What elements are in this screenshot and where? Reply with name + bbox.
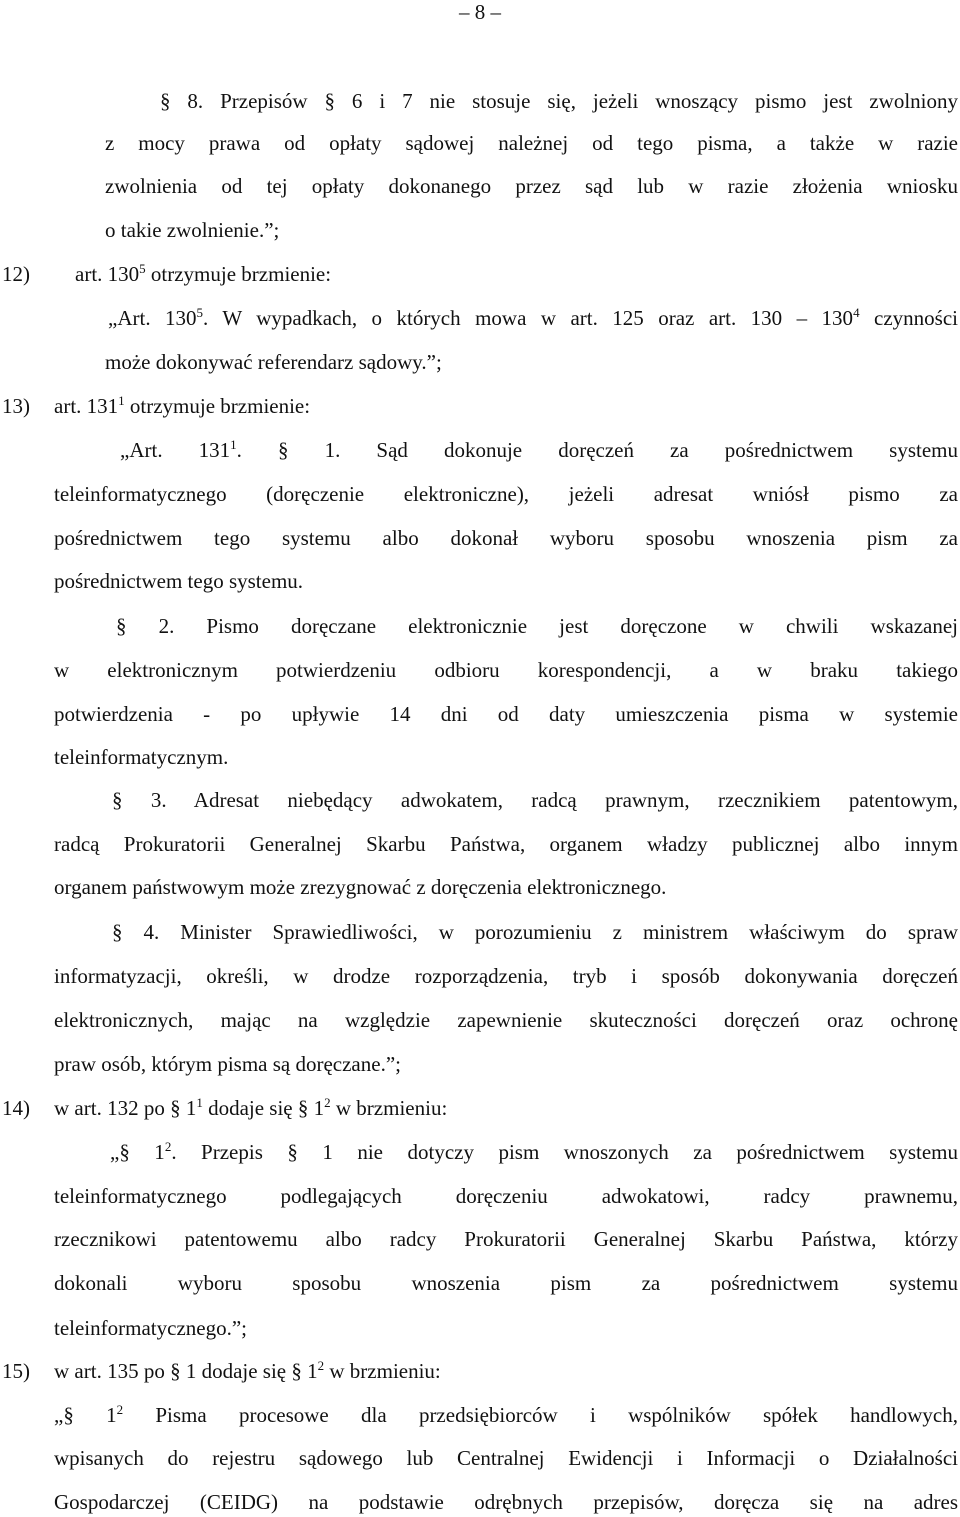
item-13-par-1-line: pośrednictwem tego systemu albo dokonał wyboru sposobu wnoszenia pism za bbox=[54, 526, 958, 550]
par-8-line: z mocy prawa od opłaty sądowej należnej od tego pisma, a także w razie bbox=[105, 131, 958, 155]
superscript: 2 bbox=[164, 1139, 172, 1154]
item-14-number: 14) bbox=[2, 1096, 30, 1120]
text-segment: . W wypadkach, o których mowa w art. 125 oraz art. 130 – 130 bbox=[203, 306, 854, 330]
item-15-quote-line: wpisanych do rejestru sądowego lub Centralnej Ewidencji i Informacji o Działalności bbox=[54, 1446, 958, 1470]
item-13-par-1-line: pośrednictwem tego systemu. bbox=[54, 569, 304, 593]
item-13-par-2-line: teleinformatycznym. bbox=[54, 745, 229, 769]
item-15-number: 15) bbox=[2, 1359, 30, 1383]
text-segment: w brzmieniu: bbox=[324, 1359, 441, 1383]
item-13-par-2-line: § 2. Pismo doręczane elektronicznie jest doręczone w chwili wskazanej bbox=[116, 614, 958, 638]
item-12-quote-line: może dokonywać referendarz sądowy.”; bbox=[105, 350, 442, 374]
text-segment: „§ 1 bbox=[110, 1140, 165, 1164]
text-segment: „Art. 131 bbox=[120, 438, 231, 462]
item-13-par-3-line: § 3. Adresat niebędący adwokatem, radcą prawnym, rzecznikiem patentowym, bbox=[112, 788, 958, 812]
text-segment: art. 130 bbox=[75, 262, 140, 286]
text-segment: . Przepis § 1 nie dotyczy pism wnoszonych za pośrednictwem systemu bbox=[171, 1140, 958, 1164]
text-segment: w art. 132 po § 1 bbox=[54, 1096, 197, 1120]
superscript: 2 bbox=[317, 1358, 325, 1373]
superscript: 5 bbox=[196, 305, 204, 320]
text-segment: czynności bbox=[859, 306, 958, 330]
text-segment: Pisma procesowe dla przedsiębiorców i wspólników spółek handlowych, bbox=[123, 1403, 958, 1427]
text-segment: dodaje się § 1 bbox=[202, 1096, 325, 1120]
superscript: 2 bbox=[324, 1095, 331, 1110]
item-14-quote-line: rzecznikowi patentowemu albo radcy Prokuratorii Generalnej Skarbu Państwa, którzy bbox=[54, 1227, 958, 1251]
item-13-par-4-line: elektronicznych, mając na względzie zapewnienie skuteczności doręczeń oraz ochronę bbox=[54, 1008, 958, 1032]
item-12-number: 12) bbox=[2, 262, 30, 286]
item-13-intro bbox=[54, 392, 310, 420]
item-13-par-2-line: w elektronicznym potwierdzeniu odbioru korespondencji, a w braku takiego bbox=[54, 658, 958, 682]
item-13-par-4-line: § 4. Minister Sprawiedliwości, w porozumieniu z ministrem właściwym do spraw bbox=[112, 920, 958, 944]
text-segment: w art. 135 po § 1 dodaje się § 1 bbox=[54, 1359, 318, 1383]
item-14-quote-line: teleinformatycznego podlegających doręczeniu adwokatowi, radcy prawnemu, bbox=[54, 1184, 958, 1208]
item-14-quote-line: dokonali wyboru sposobu wnoszenia pism za pośrednictwem systemu bbox=[54, 1271, 958, 1295]
text-segment: art. 131 bbox=[54, 394, 119, 418]
item-13-par-3-line: radcą Prokuratorii Generalnej Skarbu Państwa, organem władzy publicznej albo innym bbox=[54, 832, 958, 856]
par-8-line: o takie zwolnienie.”; bbox=[105, 218, 280, 242]
item-13-par-4-line: praw osób, którym pisma są doręczane.”; bbox=[54, 1052, 401, 1076]
item-13-par-3-line: organem państwowym może zrezygnować z doręczenia elektronicznego. bbox=[54, 875, 667, 899]
item-14-quote-line: teleinformatycznego.”; bbox=[54, 1316, 247, 1340]
text-segment: „Art. 130 bbox=[108, 306, 197, 330]
item-13-par-2-line: potwierdzenia - po upływie 14 dni od daty umieszczenia pisma w systemie bbox=[54, 702, 958, 726]
item-15-quote-line bbox=[54, 1401, 958, 1429]
text-segment: . § 1. Sąd dokonuje doręczeń za pośrednictwem systemu bbox=[236, 438, 958, 462]
item-12-intro bbox=[75, 260, 331, 288]
text-segment: „§ 1 bbox=[54, 1403, 117, 1427]
superscript: 1 bbox=[118, 393, 125, 408]
par-8-line: § 8. Przepisów § 6 i 7 nie stosuje się, jeżeli wnoszący pismo jest zwolniony bbox=[160, 89, 958, 113]
item-13-number: 13) bbox=[2, 394, 30, 418]
item-12-quote-line bbox=[108, 304, 958, 332]
superscript: 2 bbox=[116, 1402, 124, 1417]
superscript: 1 bbox=[230, 437, 237, 452]
superscript: 1 bbox=[196, 1095, 203, 1110]
par-8-line: zwolnienia od tej opłaty dokonanego przez sąd lub w razie złożenia wniosku bbox=[105, 174, 958, 198]
text-segment: w brzmieniu: bbox=[330, 1096, 448, 1120]
item-14-quote-line bbox=[110, 1138, 958, 1166]
item-13-par-1-line bbox=[120, 436, 958, 464]
item-15-quote-line: Gospodarczej (CEIDG) na podstawie odrębnych przepisów, doręcza się na adres bbox=[54, 1490, 958, 1514]
item-14-intro bbox=[54, 1094, 447, 1122]
text-segment: otrzymuje brzmienie: bbox=[145, 262, 332, 286]
item-13-par-1-line: teleinformatycznego (doręczenie elektroniczne), jeżeli adresat wniósł pismo za bbox=[54, 482, 958, 506]
superscript: 4 bbox=[853, 305, 860, 320]
page-number: – 8 – bbox=[459, 0, 501, 24]
item-15-intro bbox=[54, 1357, 441, 1385]
text-segment: otrzymuje brzmienie: bbox=[124, 394, 311, 418]
superscript: 5 bbox=[139, 261, 146, 276]
item-13-par-4-line: informatyzacji, określi, w drodze rozporządzenia, tryb i sposób dokonywania doręczeń bbox=[54, 964, 958, 988]
